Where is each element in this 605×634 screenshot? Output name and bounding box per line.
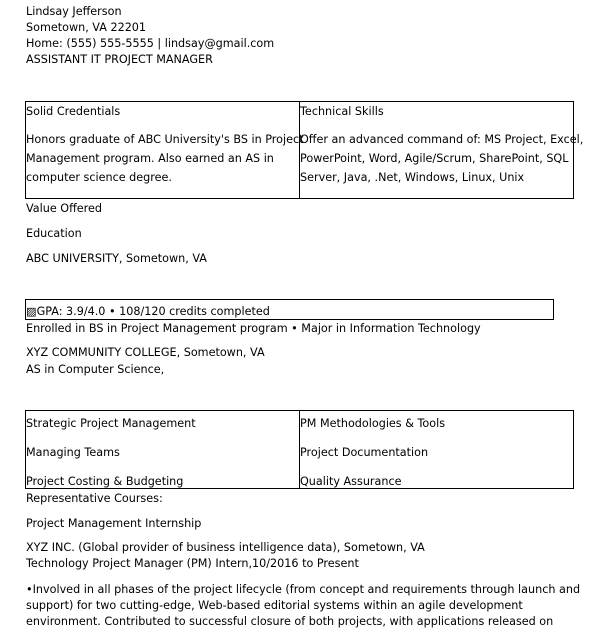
representative-courses-heading: Representative Courses:: [26, 492, 163, 505]
credentials-table: [25, 101, 584, 199]
skill-item: Quality Assurance: [300, 475, 402, 488]
education-heading: Education: [26, 227, 82, 240]
technical-skills-header: Technical Skills: [300, 105, 384, 118]
solid-credentials-header: Solid Credentials: [26, 105, 121, 118]
skill-item: PM Methodologies & Tools: [300, 417, 446, 430]
technical-skills-line: Server, Java, .Net, Windows, Linux, Unix: [300, 171, 525, 184]
credentials-line: computer science degree.: [26, 171, 172, 184]
applicant-name: Lindsay Jefferson: [26, 5, 122, 18]
internship-heading: Project Management Internship: [26, 517, 202, 530]
experience-bullet-line: environment. Contributed to successful closure of both projects, with applications released on: [26, 615, 554, 628]
skill-item: Strategic Project Management: [26, 417, 196, 430]
abc-university: ABC UNIVERSITY, Sometown, VA: [26, 252, 207, 265]
technical-skills-line: PowerPoint, Word, Agile/Scrum, SharePoint, SQL: [300, 152, 569, 165]
enrolled-program: Enrolled in BS in Project Management program • Major in Information Technology: [26, 322, 481, 335]
skills-table: [25, 410, 574, 489]
applicant-contact-info: Home: (555) 555-5555 | lindsay@gmail.com: [26, 37, 275, 50]
skill-item: Project Documentation: [300, 446, 429, 459]
gpa-box: [25, 299, 554, 320]
skill-item: Managing Teams: [26, 446, 120, 459]
credentials-line: Honors graduate of ABC University's BS in Project: [26, 133, 304, 146]
gpa-text: ▨GPA: 3.9/4.0 • 108/120 credits completed: [26, 305, 270, 318]
credentials-line: Management program. Also earned an AS in: [26, 152, 274, 165]
value-offered-heading: Value Offered: [26, 202, 103, 215]
job-title: ASSISTANT IT PROJECT MANAGER: [26, 53, 213, 66]
experience-bullet-line: support) for two cutting-edge, Web-based editorial systems within an agile development: [26, 599, 523, 612]
as-degree: AS in Computer Science,: [26, 363, 165, 376]
technical-skills-line: Offer an advanced command of: MS Project, Excel,: [300, 133, 584, 146]
experience-bullet-line: •Involved in all phases of the project lifecycle (from concept and requirements through launch and: [26, 583, 581, 596]
skill-item: Project Costing & Budgeting: [26, 475, 184, 488]
applicant-address: Sometown, VA 22201: [26, 21, 147, 34]
company-line: XYZ INC. (Global provider of business intelligence data), Sometown, VA: [26, 541, 425, 554]
xyz-community-college: XYZ COMMUNITY COLLEGE, Sometown, VA: [26, 346, 265, 359]
role-line: Technology Project Manager (PM) Intern,10/2016 to Present: [26, 557, 359, 570]
